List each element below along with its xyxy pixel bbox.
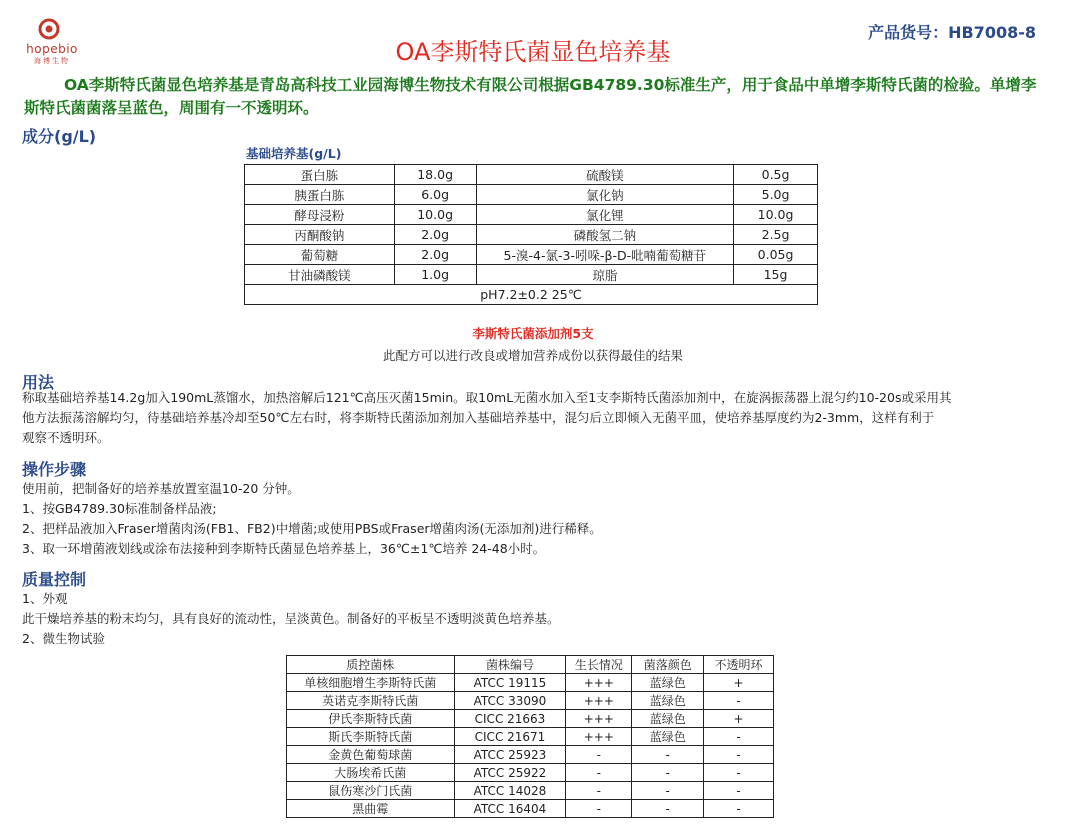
qc-heading: 质量控制 <box>22 570 87 589</box>
composition-cell: 2.0g <box>394 225 476 245</box>
qc-cell: - <box>632 764 704 782</box>
qc-micro-title: 2、微生物试验 <box>22 631 105 646</box>
composition-cell: 胰蛋白胨 <box>245 185 395 205</box>
logo-name: hopebio <box>26 42 78 56</box>
qc-header-cell: 不透明环 <box>704 656 774 674</box>
qc-header-cell: 菌落颜色 <box>632 656 704 674</box>
qc-row <box>287 800 774 818</box>
ph-row <box>245 285 818 305</box>
qc-header-row <box>287 656 774 674</box>
qc-cell: 蓝绿色 <box>632 710 704 728</box>
qc-cell: ATCC 25922 <box>454 764 566 782</box>
composition-row <box>245 265 818 285</box>
composition-cell: 0.05g <box>734 245 818 265</box>
qc-cell: ATCC 16404 <box>454 800 566 818</box>
composition-cell: 18.0g <box>394 165 476 185</box>
composition-cell: 蛋白胨 <box>245 165 395 185</box>
qc-cell: 单核细胞增生李斯特氏菌 <box>287 674 455 692</box>
formula-note: 此配方可以进行改良或增加营养成份以获得最佳的结果 <box>382 348 683 363</box>
composition-row <box>245 165 818 185</box>
qc-row <box>287 674 774 692</box>
ph-value: pH7.2±0.2 25℃ <box>245 285 818 305</box>
qc-header-cell: 生长情况 <box>566 656 632 674</box>
composition-cell: 1.0g <box>394 265 476 285</box>
composition-cell: 2.0g <box>394 245 476 265</box>
usage-line-3: 观察不透明环。 <box>22 430 110 445</box>
composition-cell: 丙酮酸钠 <box>245 225 395 245</box>
composition-cell: 酵母浸粉 <box>245 205 395 225</box>
qc-cell: 金黄色葡萄球菌 <box>287 746 455 764</box>
composition-row <box>245 225 818 245</box>
step-line: 1、按GB4789.30标准制备样品液; <box>22 501 217 516</box>
qc-cell: ATCC 19115 <box>454 674 566 692</box>
composition-cell: 氯化锂 <box>476 205 734 225</box>
qc-cell: - <box>632 746 704 764</box>
qc-cell: 大肠埃希氏菌 <box>287 764 455 782</box>
qc-cell: CICC 21663 <box>454 710 566 728</box>
qc-cell: 蓝绿色 <box>632 728 704 746</box>
qc-cell: - <box>566 746 632 764</box>
qc-cell: ATCC 25923 <box>454 746 566 764</box>
qc-header-cell: 菌株编号 <box>454 656 566 674</box>
step-line: 2、把样品液加入Fraser增菌肉汤(FB1、FB2)中增菌;或使用PBS或Fraser增菌肉汤(无添加剂)进行稀释。 <box>22 521 602 536</box>
qc-row <box>287 782 774 800</box>
qc-cell: 英诺克李斯特氏菌 <box>287 692 455 710</box>
intro-paragraph: OA李斯特氏菌显色培养基是青岛高科技工业园海博生物技术有限公司根据GB4789.30标准生产，用于食品中单增李斯特氏菌的检验。单增李斯特氏菌菌落呈蓝色，周围有一不透明环。 <box>24 76 1037 117</box>
composition-table <box>244 164 818 305</box>
qc-cell: +++ <box>566 692 632 710</box>
usage-line-2: 他方法振荡溶解均匀，待基础培养基冷却至50℃左右时，将李斯特氏菌添加剂加入基础培养基中，混匀后立即倾入无菌平皿，使培养基厚度约为2-3mm，这样有利于 <box>22 410 935 425</box>
qc-cell: - <box>704 692 774 710</box>
composition-cell: 氯化钠 <box>476 185 734 205</box>
qc-cell: - <box>632 782 704 800</box>
qc-cell: - <box>704 800 774 818</box>
composition-cell: 15g <box>734 265 818 285</box>
composition-heading: 成分(g/L) <box>22 127 97 146</box>
composition-cell: 磷酸氢二钠 <box>476 225 734 245</box>
qc-cell: +++ <box>566 710 632 728</box>
usage-line-1: 称取基础培养基14.2g加入190mL蒸馏水，加热溶解后121℃高压灭菌15min。取10mL无菌水加入至1支李斯特氏菌添加剂中，在旋涡振荡器上混匀约10-20s或采用其 <box>22 390 952 405</box>
base-medium-caption: 基础培养基(g/L) <box>246 146 342 161</box>
qc-row <box>287 692 774 710</box>
composition-cell: 琼脂 <box>476 265 734 285</box>
composition-cell: 0.5g <box>734 165 818 185</box>
qc-cell: - <box>704 764 774 782</box>
supplement-note: 李斯特氏菌添加剂5支 <box>472 326 594 341</box>
qc-cell: + <box>704 674 774 692</box>
composition-cell: 5-溴-4-氯-3-吲哚-β-D-吡喃葡萄糖苷 <box>476 245 734 265</box>
qc-cell: - <box>566 764 632 782</box>
step-line: 使用前，把制备好的培养基放置室温10-20 分钟。 <box>22 481 300 496</box>
composition-cell: 10.0g <box>734 205 818 225</box>
composition-cell: 甘油磷酸镁 <box>245 265 395 285</box>
step-line: 3、取一环增菌液划线或涂布法接种到李斯特氏菌显色培养基上，36℃±1℃培养 24-48小时。 <box>22 541 546 556</box>
qc-cell: ATCC 33090 <box>454 692 566 710</box>
composition-cell: 6.0g <box>394 185 476 205</box>
qc-cell: - <box>566 800 632 818</box>
qc-cell: 鼠伤寒沙门氏菌 <box>287 782 455 800</box>
composition-row <box>245 185 818 205</box>
steps-heading: 操作步骤 <box>22 460 87 479</box>
qc-header-cell: 质控菌株 <box>287 656 455 674</box>
qc-row <box>287 746 774 764</box>
qc-row <box>287 728 774 746</box>
composition-row <box>245 205 818 225</box>
composition-row <box>245 245 818 265</box>
composition-cell: 硫酸镁 <box>476 165 734 185</box>
qc-cell: +++ <box>566 674 632 692</box>
qc-cell: CICC 21671 <box>454 728 566 746</box>
qc-cell: + <box>704 710 774 728</box>
composition-cell: 5.0g <box>734 185 818 205</box>
qc-cell: 蓝绿色 <box>632 674 704 692</box>
page-title: OA李斯特氏菌显色培养基 <box>395 38 671 66</box>
qc-table <box>286 655 774 818</box>
usage-heading: 用法 <box>22 373 55 392</box>
qc-cell: - <box>632 800 704 818</box>
product-code: 产品货号：HB7008-8 <box>868 23 1036 42</box>
qc-cell: 伊氏李斯特氏菌 <box>287 710 455 728</box>
qc-cell: ATCC 14028 <box>454 782 566 800</box>
qc-row <box>287 764 774 782</box>
composition-cell: 葡萄糖 <box>245 245 395 265</box>
qc-cell: - <box>704 782 774 800</box>
composition-cell: 2.5g <box>734 225 818 245</box>
qc-appearance-text: 此干燥培养基的粉末均匀，具有良好的流动性，呈淡黄色。制备好的平板呈不透明淡黄色培养基。 <box>22 611 560 626</box>
qc-cell: - <box>566 782 632 800</box>
composition-cell: 10.0g <box>394 205 476 225</box>
qc-cell: 蓝绿色 <box>632 692 704 710</box>
qc-cell: 斯氏李斯特氏菌 <box>287 728 455 746</box>
qc-cell: +++ <box>566 728 632 746</box>
qc-appearance-title: 1、外观 <box>22 591 68 606</box>
qc-cell: - <box>704 728 774 746</box>
qc-cell: - <box>704 746 774 764</box>
logo-subtitle: 海博生物 <box>34 57 70 65</box>
qc-row <box>287 710 774 728</box>
qc-cell: 黑曲霉 <box>287 800 455 818</box>
